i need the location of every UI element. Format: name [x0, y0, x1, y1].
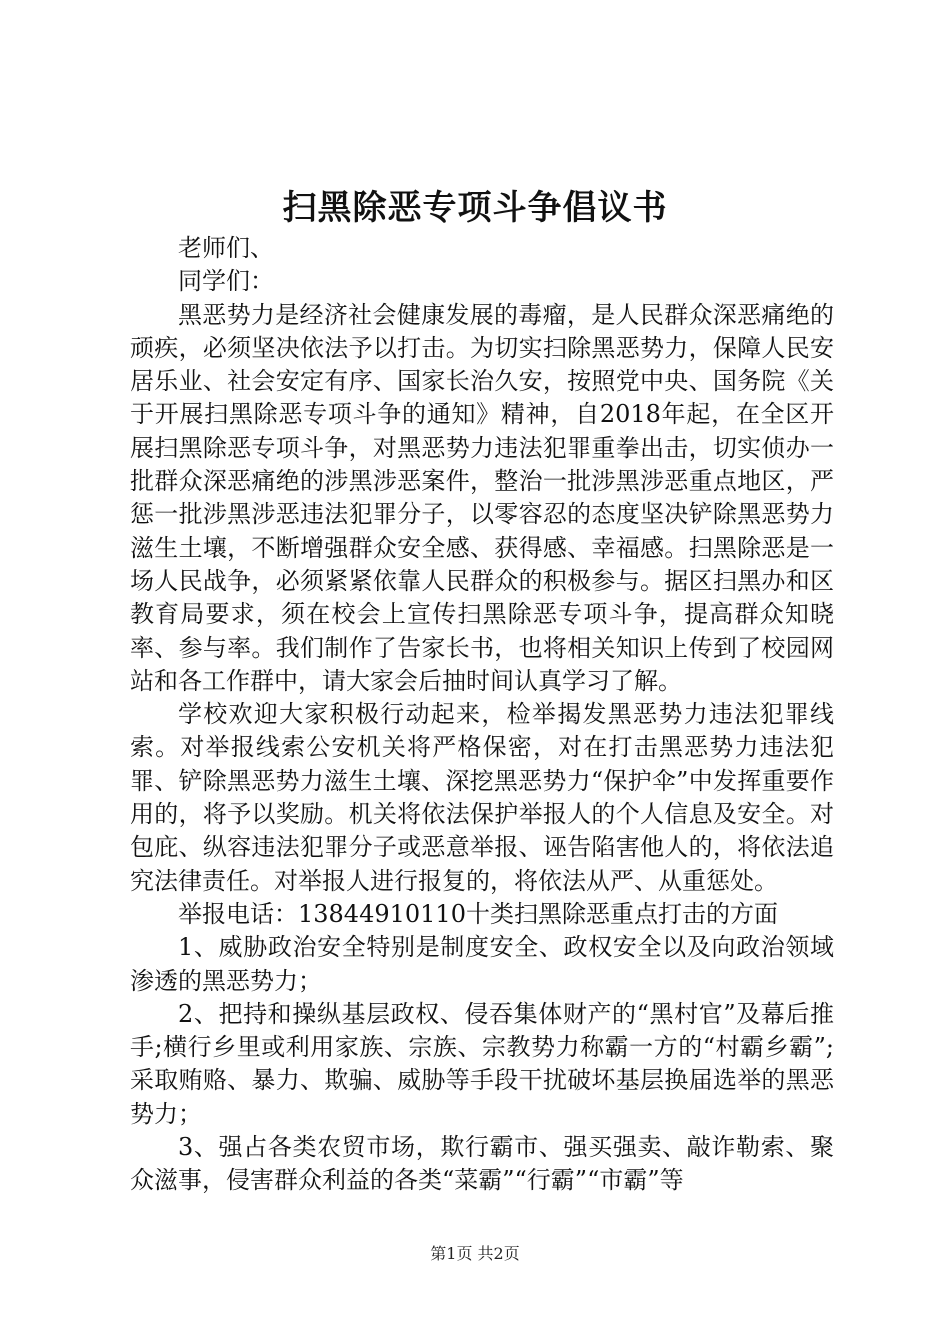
greeting-students: 同学们：	[178, 267, 274, 296]
list-item-2: 2、把持和操纵基层政权、侵吞集体财产的“黑村官”及幕后推手;横行乡里或利用家族、宗族、宗教势力称霸一方的“村霸乡霸”;采取贿赂、暴力、欺骗、威胁等手段干扰破坏基层换届选举的黑恶势力；	[130, 999, 834, 1128]
document-body	[130, 232, 834, 1198]
paragraph-report-hotline: 举报电话：13844910110十类扫黑除恶重点打击的方面	[178, 899, 778, 928]
list-item-1: 1、威胁政治安全特别是制度安全、政权安全以及向政治领域渗透的黑恶势力；	[130, 933, 834, 995]
document-title: 扫黑除恶专项斗争倡议书	[282, 188, 668, 228]
paragraph-intro: 黑恶势力是经济社会健康发展的毒瘤，是人民群众深恶痛绝的顽疾，必须坚决依法予以打击。为切实扫除黑恶势力，保障人民安居乐业、社会安定有序、国家长治久安，按照党中央、国务院《关于开展扫黑除恶专项斗争的通知》精神，自2018年起，在全区开展扫黑除恶专项斗争，对黑恶势力违法犯罪重拳出击，切实侦办一批群众深恶痛绝的涉黑涉恶案件，整治一批涉黑涉恶重点地区，严惩一批涉黑涉恶违法犯罪分子，以零容忍的态度坚决铲除黑恶势力滋生土壤，不断增强群众安全感、获得感、幸福感。扫黑除恶是一场人民战争，必须紧紧依靠人民群众的积极参与。据区扫黑办和区教育局要求，须在校会上宣传扫黑除恶专项斗争，提高群众知晓率、参与率。我们制作了告家长书，也将相关知识上传到了校园网站和各工作群中，请大家会后抽时间认真学习了解。	[130, 300, 834, 695]
page-footer: 第1页 共2页	[430, 1244, 520, 1263]
list-item-3: 3、强占各类农贸市场，欺行霸市、强买强卖、敲诈勒索、聚众滋事，侵害群众利益的各类“菜霸”“行霸”“市霸”等	[130, 1133, 834, 1195]
paragraph-report-encouragement: 学校欢迎大家积极行动起来，检举揭发黑恶势力违法犯罪线索。对举报线索公安机关将严格保密，对在打击黑恶势力违法犯罪、铲除黑恶势力滋生土壤、深挖黑恶势力“保护伞”中发挥重要作用的，将予以奖励。机关将依法保护举报人的个人信息及安全。对包庇、纵容违法犯罪分子或恶意举报、诬告陷害他人的，将依法追究法律责任。对举报人进行报复的，将依法从严、从重惩处。	[130, 700, 834, 895]
greeting-teachers: 老师们、	[178, 234, 274, 262]
